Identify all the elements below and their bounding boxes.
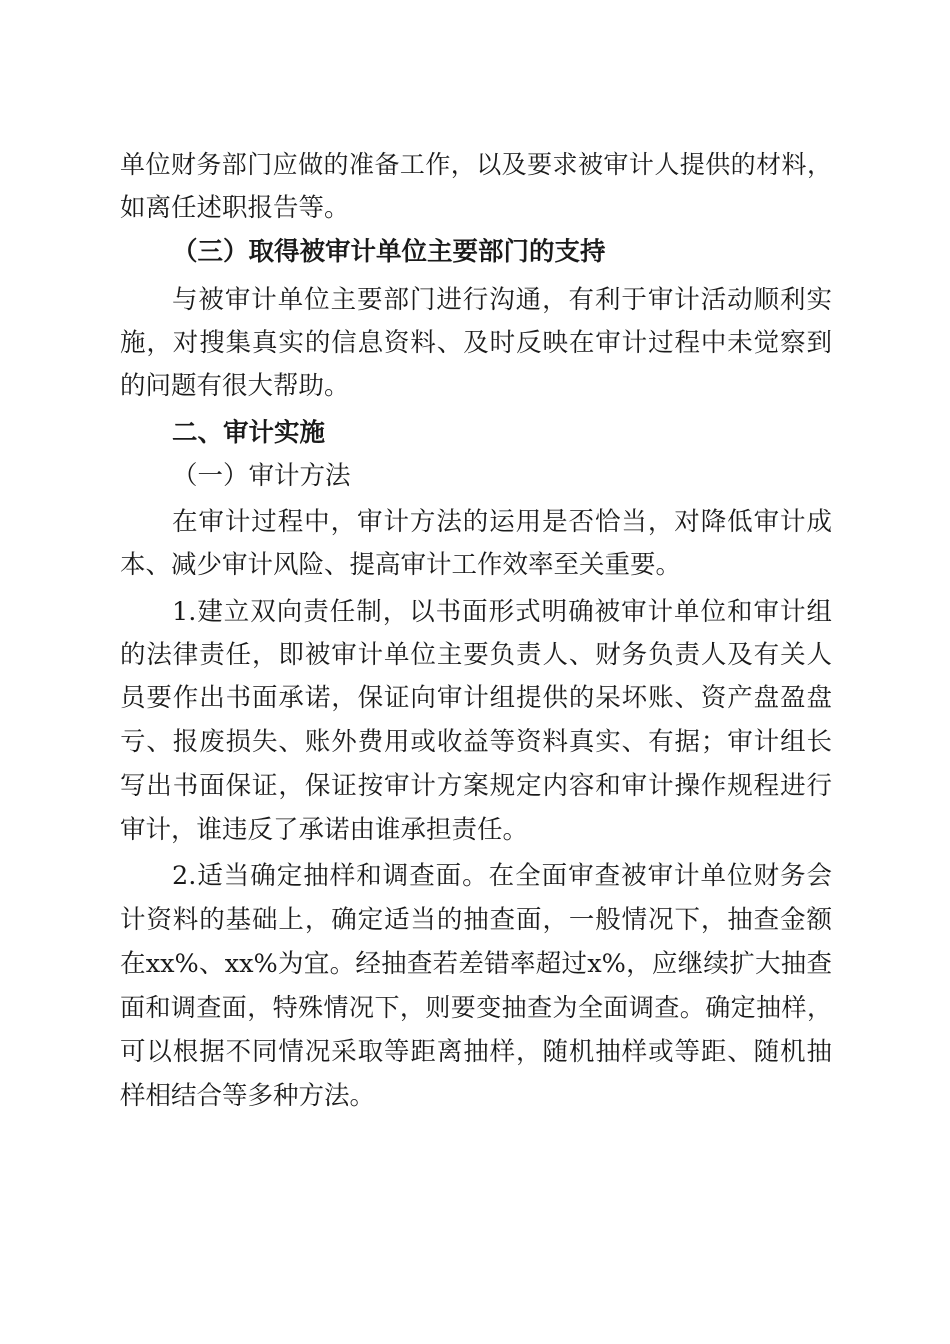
- paragraph-line: 写出书面保证，保证按审计方案规定内容和审计操作规程进行: [120, 771, 832, 801]
- paragraph-line: 可以根据不同情况采取等距离抽样，随机抽样或等距、随机抽: [120, 1037, 832, 1067]
- paragraph-line: 1.建立双向责任制，以书面形式明确被审计单位和审计组: [172, 597, 832, 627]
- section-heading: 二、审计实施: [172, 418, 326, 448]
- paragraph-line: 样相结合等多种方法。: [120, 1081, 376, 1111]
- paragraph-line: 与被审计单位主要部门进行沟通，有利于审计活动顺利实: [172, 285, 832, 315]
- paragraph-line: 单位财务部门应做的准备工作，以及要求被审计人提供的材料，: [120, 150, 832, 179]
- paragraph-line: 面和调查面，特殊情况下，则要变抽查为全面调查。确定抽样，: [120, 993, 832, 1022]
- paragraph-line: 2.适当确定抽样和调查面。在全面审查被审计单位财务会: [172, 861, 832, 891]
- paragraph-line: 在xx%、xx%为宜。经抽查若差错率超过x%，应继续扩大抽查: [120, 949, 832, 979]
- paragraph-line: 施，对搜集真实的信息资料、及时反映在审计过程中未觉察到: [120, 328, 832, 358]
- paragraph-line: 亏、报废损失、账外费用或收益等资料真实、有据；审计组长: [120, 727, 832, 757]
- subsection-heading: （一）审计方法: [172, 461, 351, 491]
- section-heading: （三）取得被审计单位主要部门的支持: [172, 237, 606, 267]
- paragraph-line: 计资料的基础上，确定适当的抽查面，一般情况下，抽查金额: [120, 905, 832, 935]
- paragraph-line: 员要作出书面承诺，保证向审计组提供的呆坏账、资产盘盈盘: [120, 683, 832, 713]
- paragraph-line: 的问题有很大帮助。: [120, 371, 350, 401]
- paragraph-line: 的法律责任，即被审计单位主要负责人、财务负责人及有关人: [120, 640, 832, 670]
- paragraph-line: 在审计过程中，审计方法的运用是否恰当，对降低审计成: [172, 507, 832, 537]
- paragraph-line: 审计，谁违反了承诺由谁承担责任。: [120, 815, 529, 845]
- paragraph-line: 本、减少审计风险、提高审计工作效率至关重要。: [120, 550, 682, 580]
- paragraph-line: 如离任述职报告等。: [120, 193, 350, 223]
